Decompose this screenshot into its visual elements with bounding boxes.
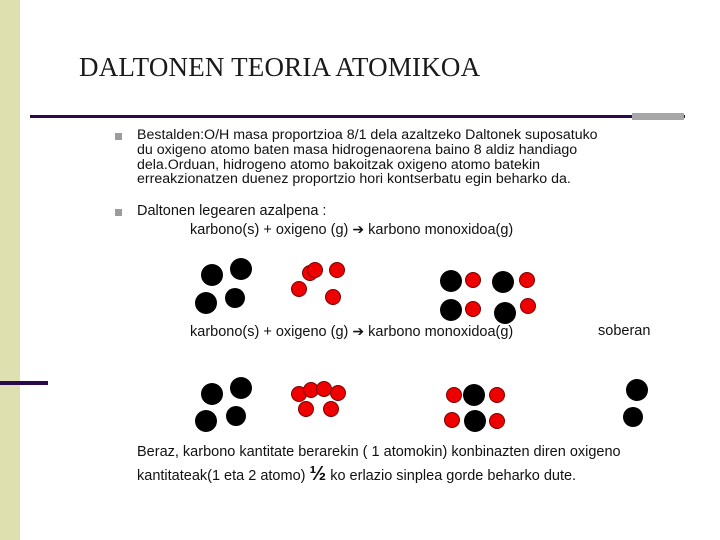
reaction-2-excess-label: soberan <box>598 323 651 339</box>
reaction-2-reactants: karbono(s) + oxigeno (g) <box>190 324 349 340</box>
conclusion-text-end: ko erlazio sinplea gorde beharko dute. <box>330 468 577 484</box>
bullet-2-title: Daltonen legearen azalpena : <box>137 203 327 219</box>
carbon-atom <box>230 258 252 280</box>
oxygen-atom <box>291 281 307 297</box>
carbon-atom <box>492 271 514 293</box>
oxygen-atom <box>325 289 341 305</box>
oxygen-atom <box>465 301 481 317</box>
reaction-1 <box>190 221 513 238</box>
reaction-1-reactants: karbono(s) + oxigeno (g) <box>190 222 349 238</box>
carbon-atom <box>201 264 223 286</box>
title-underline-end <box>632 113 684 120</box>
reaction-1-product: karbono monoxidoa(g) <box>368 222 514 238</box>
reaction-1-arrow-icon: ➔ <box>352 221 365 237</box>
conclusion-ratio: ½ <box>309 463 327 485</box>
left-decor-line <box>0 381 48 385</box>
oxygen-atom <box>520 298 536 314</box>
oxygen-atom <box>446 387 462 403</box>
bullet-1-line-3: dela.Orduan, hidrogeno atomo bakoitzak oxigeno atomo batekin <box>137 156 541 173</box>
oxygen-atom <box>323 401 339 417</box>
oxygen-atom <box>489 387 505 403</box>
reaction-2 <box>190 323 513 340</box>
carbon-atom <box>201 383 223 405</box>
oxygen-atom <box>489 413 505 429</box>
carbon-atom <box>195 292 217 314</box>
conclusion-line-1: Beraz, karbono kantitate berarekin ( 1 atomokin) konbinazten diren oxigeno <box>137 444 621 460</box>
carbon-atom <box>464 410 486 432</box>
bullet-1-line-4: erreakzionatzen duenez proportzio hori kontserbatu egin beharko da. <box>137 171 571 188</box>
reaction-2-arrow-icon: ➔ <box>352 323 365 339</box>
bullet-1-line-1: Bestalden:O/H masa proportzioa 8/1 dela azaltzeko Daltonek suposatuko <box>137 127 598 143</box>
oxygen-atom <box>444 412 460 428</box>
bullet-marker-2 <box>115 209 122 216</box>
conclusion-line-2 <box>137 463 576 486</box>
oxygen-atom <box>298 401 314 417</box>
left-decor-bar <box>0 0 20 540</box>
carbon-atom <box>440 270 462 292</box>
bullet-1-text <box>137 128 682 187</box>
carbon-atom <box>195 410 217 432</box>
bullet-1-line-2: du oxigeno atomo baten masa hidrogenaorena baino 8 aldiz handiago <box>137 141 578 158</box>
carbon-atom <box>623 407 643 427</box>
bullet-marker-1 <box>115 133 122 140</box>
carbon-atom <box>626 379 648 401</box>
carbon-atom <box>225 288 245 308</box>
reaction-2-product: karbono monoxidoa(g) <box>368 324 514 340</box>
slide-title: DALTONEN TEORIA ATOMIKOA <box>79 52 481 82</box>
title-underline <box>30 115 685 118</box>
oxygen-atom <box>330 385 346 401</box>
carbon-atom <box>230 377 252 399</box>
carbon-atom <box>494 302 516 324</box>
carbon-atom <box>226 406 246 426</box>
oxygen-atom <box>329 262 345 278</box>
oxygen-atom <box>519 272 535 288</box>
carbon-atom <box>440 299 462 321</box>
oxygen-atom <box>307 262 323 278</box>
conclusion-text-start: kantitateak(1 eta 2 atomo) <box>137 468 306 484</box>
carbon-atom <box>463 384 485 406</box>
oxygen-atom <box>465 272 481 288</box>
